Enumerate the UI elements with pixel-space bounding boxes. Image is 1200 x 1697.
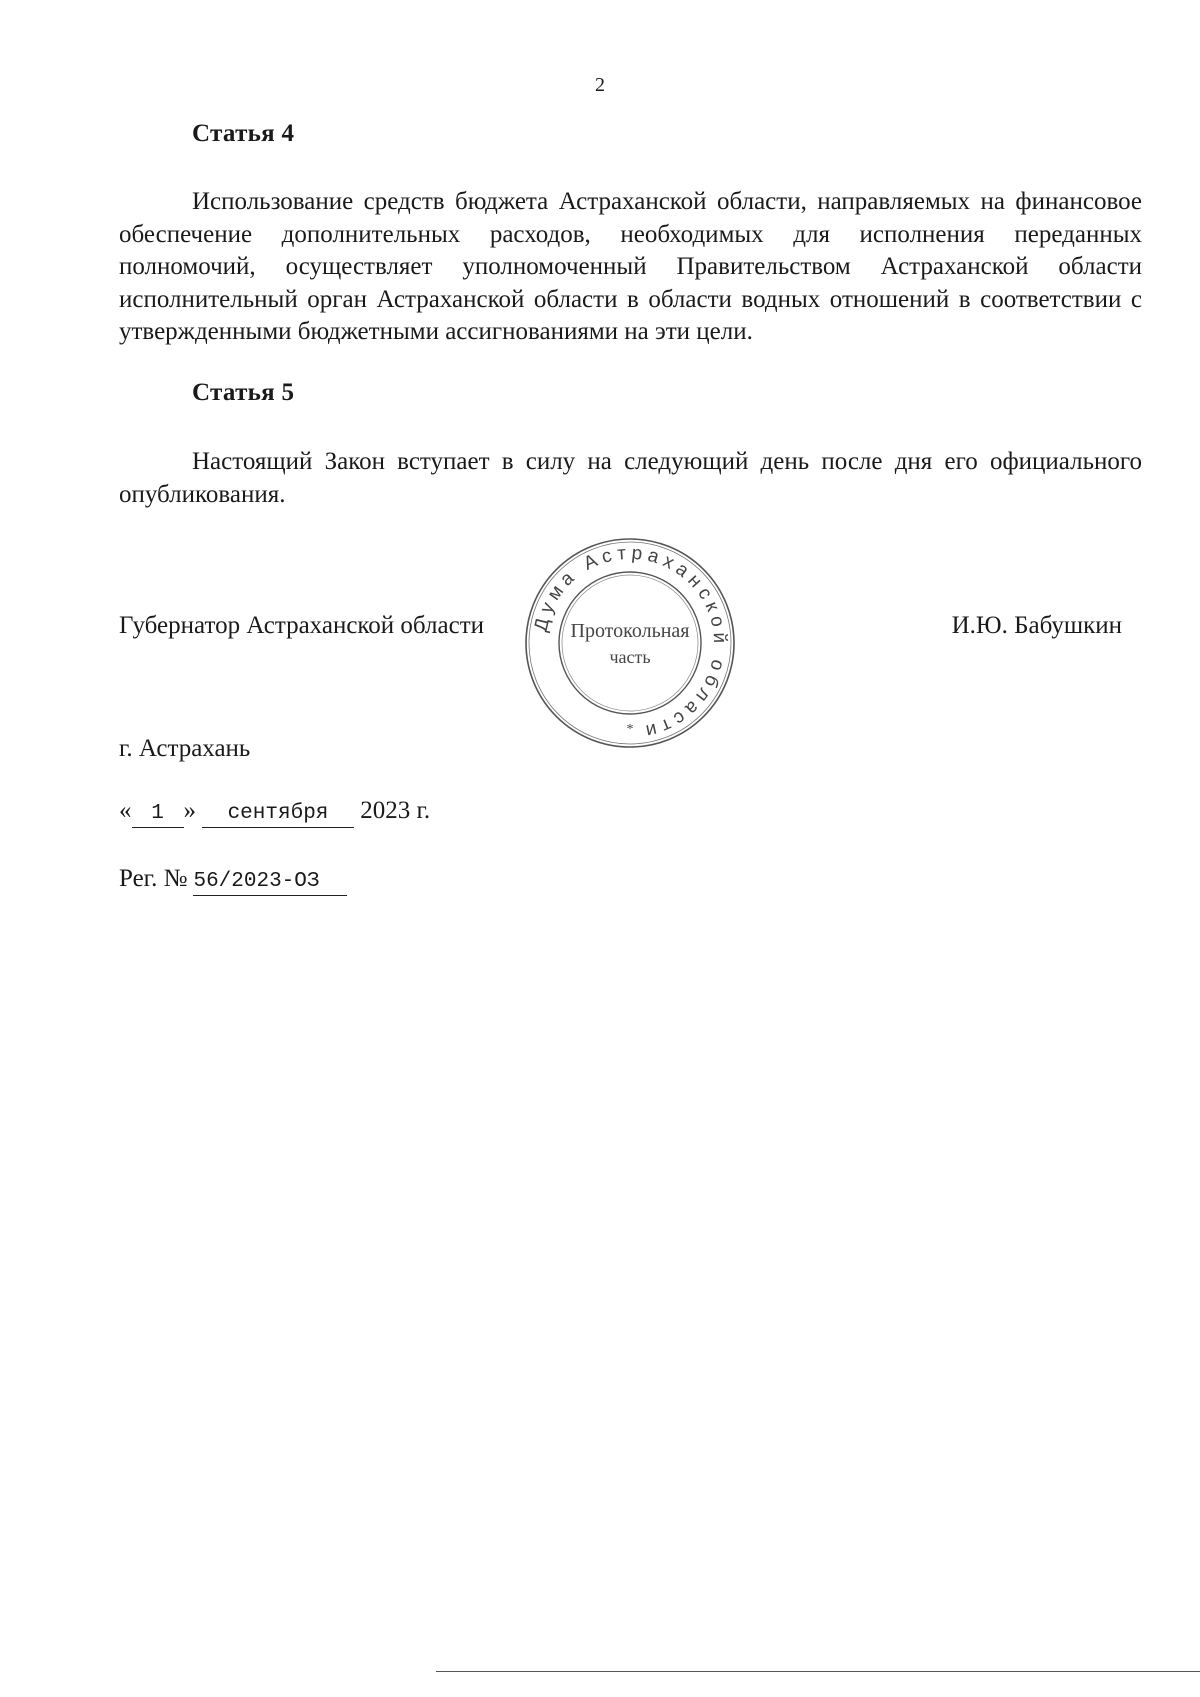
article-4-text: Использование средств бюджета Астраханской области, направляемых на финансовое обеспечение дополнительных расходов, необходимых для исполнения переданных полномочий, осуществляет уполномоченный Правительством Астраханской области исполнительный орган Астраханской области в области водных отношений в соответствии с утвержденными бюджетными ассигнованиями на эти цели.: [119, 188, 1142, 345]
article-5-heading: Статья 5: [192, 379, 295, 406]
registration-number-field: 56/2023-ОЗ: [193, 869, 347, 896]
stamp-outer-text: Дума Астраханской области: [530, 542, 731, 743]
page-number: 2: [595, 74, 605, 96]
date-year: 2023 г.: [360, 797, 431, 824]
stamp-center-line1: Протокольная: [570, 620, 690, 642]
stamp-star: *: [626, 722, 634, 737]
article-4-heading: Статья 4: [192, 120, 295, 147]
date-close-quote: »: [183, 797, 196, 824]
bottom-edge-line: [436, 1671, 1200, 1672]
date-open-quote: «: [119, 797, 132, 824]
place-of-signing: г. Астрахань: [119, 735, 251, 762]
registration-label: Рег. №: [119, 865, 188, 892]
signatory-name: И.Ю. Бабушкин: [951, 612, 1122, 639]
signing-date: [119, 797, 430, 828]
stamp-center-line2: часть: [609, 647, 651, 667]
official-stamp: [523, 536, 737, 750]
registration-number: [119, 865, 347, 896]
date-month-field: сентября: [202, 801, 354, 828]
article-5-text: Настоящий Закон вступает в силу на следующий день после дня его официального опубликования.: [119, 448, 1142, 508]
signatory-title: Губернатор Астраханской области: [119, 612, 485, 639]
date-day-field: 1: [132, 801, 184, 828]
